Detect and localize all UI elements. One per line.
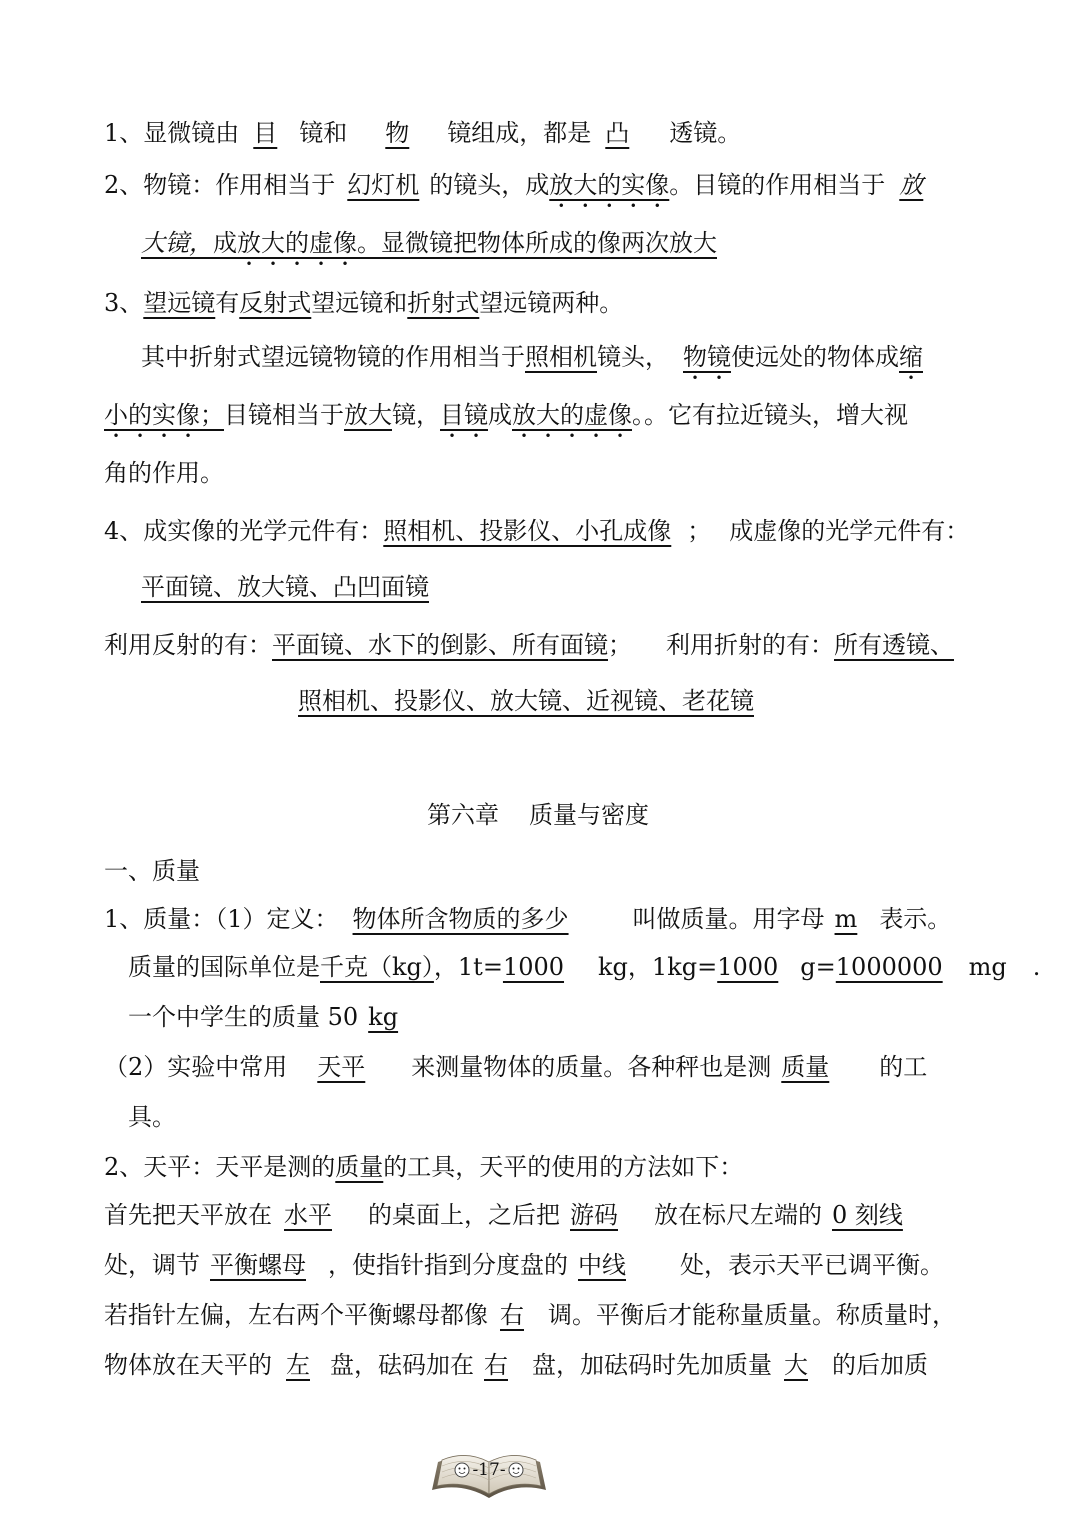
text: 1、质量：（1）定义：: [104, 905, 339, 933]
answer-blank: 放: [899, 171, 924, 199]
text: ；: [608, 631, 632, 659]
text: 处，表示天平已调平衡。: [680, 1251, 944, 1279]
text: 。目镜的作用相当于: [669, 171, 886, 199]
answer-blank: 目镜: [440, 401, 488, 429]
answer-blank: 。显微镜把物体所成的像两次放大: [357, 229, 717, 257]
chapter-title: 第六章 质量与密度: [427, 801, 649, 829]
text: 镜组成，都是: [447, 119, 592, 147]
answer-blank: 物: [385, 119, 410, 147]
balance-usage-line: [104, 1150, 743, 1184]
answer-blank: 质量: [781, 1053, 830, 1081]
text: g=: [800, 953, 836, 981]
text: 调。平衡后才能称量质量。称质量时，: [548, 1301, 956, 1329]
balance-step-4: [104, 1348, 928, 1382]
balance-step-3: [104, 1298, 956, 1332]
answer-blank: 照相机、投影仪、小孔成像: [383, 517, 672, 545]
balance-step-2: [104, 1248, 944, 1282]
q4-line: [104, 514, 969, 548]
mass-unit-line: [128, 950, 1040, 984]
answer-blank: 1000: [502, 953, 565, 981]
answer-blank: 望远镜: [143, 289, 216, 317]
text: 的后加质: [832, 1351, 928, 1379]
answer-blank: 中线: [578, 1251, 626, 1279]
q2-line: [104, 168, 923, 213]
q1-line: [104, 116, 741, 150]
text: 盘，砝码加在: [330, 1351, 474, 1379]
text: 的桌面上，之后把: [368, 1201, 560, 1229]
answer-blank: 左: [286, 1351, 310, 1379]
text: ，使指针指到分度盘的: [328, 1251, 568, 1279]
text: mg: [968, 953, 1007, 981]
text: 2、天平：天平是测的: [104, 1153, 336, 1181]
text: 利用折射的有：: [666, 631, 834, 659]
text: 。。它有拉近镜头，增大视: [632, 401, 908, 429]
q3-line: [104, 286, 623, 320]
balance-tool-line: [104, 1050, 927, 1084]
text: 表示。: [879, 905, 952, 933]
text: 一个中学生的质量 50: [128, 1003, 359, 1031]
q4-line-cont: [141, 570, 429, 604]
text: 镜头，: [597, 343, 669, 371]
text: 叫做质量。用字母: [632, 905, 825, 933]
answer-blank: 平面镜、放大镜、凸凹面镜: [141, 573, 429, 601]
reflect-line: [104, 628, 954, 662]
answer-blank: 折射式: [407, 289, 480, 317]
answer-blank: 目: [253, 119, 278, 147]
answer-blank: 幻灯机: [347, 171, 420, 199]
answer-blank: 凸: [605, 119, 630, 147]
text: 透镜。: [669, 119, 742, 147]
text: 其中折射式望远镜物镜的作用相当于: [141, 343, 525, 371]
answer-blank: m: [834, 905, 858, 933]
page-number: -17-: [472, 1460, 506, 1480]
text: （2）实验中常用: [104, 1053, 288, 1081]
text: 成虚像的光学元件有：: [729, 517, 970, 545]
answer-blank: 平面镜、水下的倒影、所有面镜: [272, 631, 608, 659]
text: 有: [215, 289, 240, 317]
text: 处，调节: [104, 1251, 200, 1279]
answer-blank: 所有透镜、: [834, 631, 954, 659]
answer-blank: 质量: [335, 1153, 384, 1181]
text: 来测量物体的质量。各种秤也是测: [411, 1053, 772, 1081]
q3-detail-line-end: [104, 456, 224, 490]
answer-blank: 放大的虚像: [512, 401, 632, 429]
text: .: [1032, 953, 1041, 981]
section-heading: 一、质量: [104, 857, 200, 885]
text: 2、物镜：作用相当于: [104, 171, 336, 199]
text: 物体放在天平的: [104, 1351, 272, 1379]
text: 镜和: [299, 119, 348, 147]
text: 的工具，天平的使用的方法如下：: [383, 1153, 744, 1181]
text: 3、: [104, 289, 144, 317]
text: 角的作用。: [104, 459, 224, 487]
text: 望远镜和: [311, 289, 408, 317]
answer-blank: 1000000: [835, 953, 943, 981]
answer-blank: 放大的实像: [549, 171, 670, 199]
text: 成: [213, 229, 237, 257]
text: 具。: [128, 1103, 176, 1131]
answer-blank: 天平: [317, 1053, 366, 1081]
q3-detail-line: [141, 340, 923, 385]
answer-blank: 放大: [344, 401, 392, 429]
answer-blank: 大镜，: [141, 229, 213, 257]
answer-blank: 平衡螺母: [210, 1251, 306, 1279]
answer-blank: 0 刻线: [832, 1201, 903, 1229]
text: 望远镜两种。: [479, 289, 624, 317]
answer-blank: 物镜: [683, 343, 731, 371]
page-number-book: [428, 1442, 550, 1508]
text: 的工: [879, 1053, 928, 1081]
answer-blank: 游码: [570, 1201, 618, 1229]
balance-step-1: [104, 1198, 929, 1232]
answer-blank: 右: [484, 1351, 508, 1379]
text: 成: [488, 401, 512, 429]
answer-blank: 1000: [717, 953, 779, 981]
text: kg，1kg=: [598, 953, 718, 981]
text: ，1t=: [433, 953, 503, 981]
text: 镜，: [392, 401, 440, 429]
answer-blank: 照相机: [525, 343, 597, 371]
q2-line-cont: [141, 226, 717, 271]
text: 利用反射的有：: [104, 631, 272, 659]
answer-blank: 放大的虚像: [237, 229, 357, 257]
answer-blank: 物体所含物质的多少: [352, 905, 569, 933]
student-mass-line: [128, 1000, 420, 1034]
answer-blank: kg: [368, 1003, 399, 1031]
text: 目镜相当于: [224, 401, 344, 429]
answer-blank: 小的实像；: [104, 401, 224, 429]
answer-blank: 右: [500, 1301, 524, 1329]
balance-tool-line-cont: [128, 1100, 176, 1134]
text: 使远处的物体成: [731, 343, 899, 371]
text: 1、显微镜由: [104, 119, 240, 147]
text: 首先把天平放在: [104, 1201, 272, 1229]
text: ；: [687, 517, 712, 545]
text: 放在标尺左端的: [654, 1201, 822, 1229]
text: 质量的国际单位是: [128, 953, 320, 981]
answer-blank: 缩: [899, 343, 923, 371]
text: 4、成实像的光学元件有：: [104, 517, 384, 545]
text: 盘，加砝码时先加质量: [532, 1351, 772, 1379]
refract-line-cont: [298, 684, 754, 718]
answer-blank: 水平: [284, 1201, 332, 1229]
answer-blank: 照相机、投影仪、放大镜、近视镜、老花镜: [298, 687, 754, 715]
text: 的镜头，成: [429, 171, 550, 199]
text: 若指针左偏，左右两个平衡螺母都像: [104, 1301, 488, 1329]
answer-blank: 大: [784, 1351, 808, 1379]
mass-def-line: [104, 902, 951, 936]
answer-blank: 千克（kg）: [320, 953, 434, 981]
q3-detail-line-cont: [104, 398, 908, 443]
answer-blank: 反射式: [239, 289, 312, 317]
